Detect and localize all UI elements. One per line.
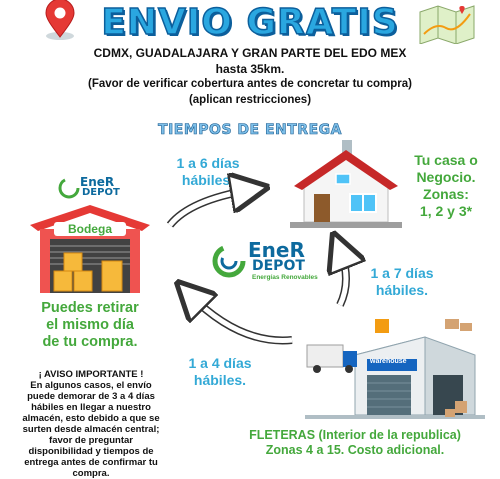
restrictions-line: (aplican restricciones): [188, 94, 312, 106]
section-title: TIEMPOS DE ENTREGA: [158, 122, 342, 138]
route-bottom-label: [170, 355, 270, 389]
warehouse-sign: warehouse: [370, 358, 407, 365]
pickup-line2: el mismo día: [46, 317, 134, 333]
fleteras-line2: Zonas 4 a 15. Costo adicional.: [265, 443, 445, 457]
brand-logo-center: [212, 238, 322, 284]
curved-arrow-icon: [170, 190, 250, 225]
destination-line1: Tu casa o: [414, 152, 478, 168]
route-bottom-line2: hábiles.: [193, 372, 247, 388]
route-top-line1: 1 a 6 días: [176, 155, 240, 171]
leaf-swirl-icon: [212, 244, 246, 278]
warehouse-icon: [305, 315, 485, 433]
fleteras-text: [210, 428, 500, 458]
brand-center-bottom: DEPOT: [252, 258, 305, 274]
route-top-line2: hábiles.: [181, 172, 235, 188]
brand-small-top: EneR: [80, 175, 115, 189]
brand-center-top: EneR: [248, 238, 305, 262]
brand-tagline: Energías Renovables: [252, 274, 318, 281]
brand-small-bottom: DEPOT: [82, 187, 120, 198]
destination-line2: Negocio.: [416, 169, 476, 185]
verify-line: (Favor de verificar cobertura antes de concretar tu compra): [87, 78, 413, 90]
route-right-label: [352, 265, 452, 299]
route-right-line1: 1 a 7 días: [370, 265, 434, 281]
notice-body: En algunos casos, el envío puede demorar de 3 a 4 días hábiles en llegar a nuestro almacén, esto debido a que se surten desde almacén central; favor de preguntar disponibilidad y tiempos de entrega antes de confirmar tu compra.: [22, 380, 160, 479]
fleteras-line1: FLETERAS (Interior de la republica): [249, 428, 461, 442]
route-bottom-line1: 1 a 4 días: [188, 355, 252, 371]
destination-line4: 1, 2 y 3*: [419, 203, 473, 219]
coverage-line: CDMX, GUADALAJARA Y GRAN PARTE DEL EDO MEX: [93, 46, 407, 60]
page-title: ENVIO GRATIS: [101, 2, 399, 43]
pickup-line1: Puedes retirar: [41, 300, 139, 316]
notice-title: ¡ AVISO IMPORTANTE !: [38, 369, 144, 380]
important-notice: [22, 369, 160, 479]
bodega-label: Bodega: [54, 222, 126, 236]
pickup-line3: de tu compra.: [42, 334, 138, 350]
distance-line: hasta 35km.: [215, 62, 285, 76]
destination-line3: Zonas:: [423, 186, 469, 202]
route-right-line2: hábiles.: [375, 282, 429, 298]
